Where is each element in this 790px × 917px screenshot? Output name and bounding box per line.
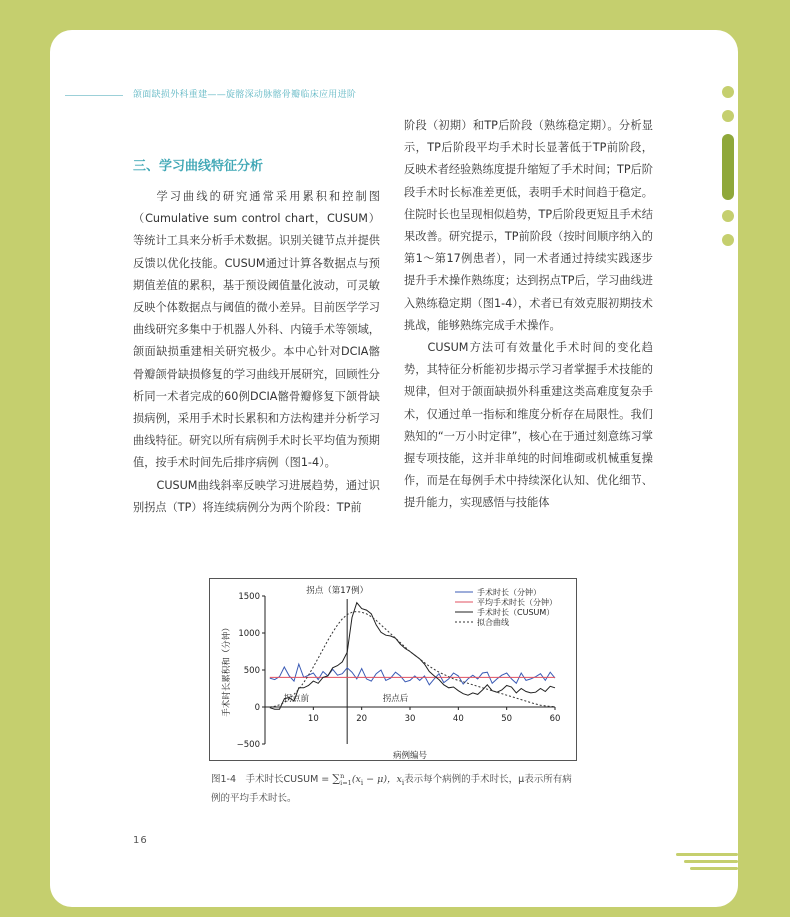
y-axis-label: 手术时长累积和（分钟） [222, 623, 232, 717]
legend-label: 手术时长（CUSUM） [477, 608, 555, 617]
formula-body: (x [351, 774, 361, 785]
right-column [404, 115, 653, 515]
decor-stripe [676, 853, 738, 856]
x-tick-label: 60 [549, 714, 561, 724]
formula [332, 771, 405, 787]
legend-label: 平均手术时长（分钟） [477, 598, 557, 607]
x-tick-label: 20 [356, 714, 368, 724]
decor-stripe [684, 860, 738, 863]
before-tp-label: 拐点前 [283, 694, 310, 704]
x-tick-label: 40 [452, 714, 464, 724]
legend-label: 拟合曲线 [477, 618, 509, 627]
series-line-2 [270, 603, 555, 710]
x-tick-label: 50 [501, 714, 513, 724]
cusum-chart [210, 579, 576, 760]
x-axis-label: 病例编号 [392, 751, 428, 760]
figure-frame [209, 578, 577, 761]
paragraph: 学习曲线的研究通常采用累积和控制图（Cumulative sum control chart，CUSUM）等统计工具来分析手术数据。识别关键节点并提供反馈以优化技能。CUSUM通过计算各数据点与预期值差值的累积，基于预设阈值量化波动，可灵敏反映个体数据点与阈值的微小差异。目前医学学习曲线研究多集中于机器人外科、内镜手术等领域，颌面缺损重建相关研究极少。本中心针对DCIA髂骨瓣颌骨缺损修复的学习曲线开展研究，回顾性分析同一术者完成的60例DCIA髂骨瓣修复下颌骨缺损病例，采用手术时长累积和方法构建并分析学习曲线特征。研究以所有病例手术时长平均值为预期值，按手术时间先后排序病例（图1-4）。 [133, 190, 380, 470]
sum-symbol: ∑ [332, 772, 341, 785]
caption-suffix: 表示每个病例的手术时长，μ表示所有病例的平均手术时长。 [211, 774, 572, 804]
turning-point-label: 拐点（第17例） [306, 586, 369, 596]
caption-prefix: 图1-4 手术时长CUSUM = [211, 774, 333, 785]
decor-dot [722, 86, 734, 98]
decor-dot [722, 110, 734, 122]
sum-upper: n [340, 771, 345, 780]
y-tick-label: 1500 [238, 592, 260, 602]
series-line-3 [270, 612, 555, 708]
page-number: 16 [133, 835, 148, 846]
y-tick-label: −500 [236, 740, 260, 750]
figure-caption [211, 771, 581, 807]
running-title: 颌面缺损外科重建——旋髂深动脉髂骨瓣临床应用进阶 [133, 90, 357, 100]
xi-sub: i [401, 778, 405, 787]
y-tick-label: 1000 [238, 629, 260, 639]
sum-lower: i=1 [340, 778, 352, 787]
decor-dot [722, 234, 734, 246]
header-rule [65, 95, 123, 96]
formula-sub: i [360, 778, 364, 787]
legend-label: 手术时长（分钟） [477, 588, 541, 597]
paragraph: CUSUM曲线斜率反映学习进展趋势，通过识别拐点（TP）将连续病例分为两个阶段：TP前 [133, 478, 380, 514]
left-column [133, 186, 380, 519]
paragraph: CUSUM方法可有效量化手术时间的变化趋势，其特征分析能初步揭示学习者掌握手术技能的规律，但对于颌面缺损外科重建这类高难度复杂手术，仅通过单一指标和维度分析存在局限性。我们熟知的“一万小时定律”，核心在于通过刻意练习掌握专项技能，这并非单纯的时间堆砌或机械重复操作，而是在每例手术中持续深化认知、优化细节、提升能力，实现感悟与技能体 [404, 341, 653, 510]
formula-body-2: − μ)， [363, 774, 397, 785]
y-tick-label: 0 [254, 703, 260, 713]
x-tick-label: 30 [404, 714, 416, 724]
paragraph: 阶段（初期）和TP后阶段（熟练稳定期）。分析显示，TP后阶段平均手术时长显著低于TP前阶段，反映术者经验熟练度提升缩短了手术时间；TP后阶段手术时长标准差更低，表明手术时间趋于稳定。住院时长也呈现相似趋势，TP后阶段更短且手术结果改善。研究提示，TP前阶段（按时间顺序纳入的第1～第17例患者），同一术者通过持续实践逐步提升手术操作熟练度；达到拐点TP后，学习曲线进入熟练稳定期（图1-4），术者已有效克服初期技术挑战，能够熟练完成手术操作。 [404, 119, 653, 332]
section-title: 三、学习曲线特征分析 [133, 159, 264, 174]
xi-symbol: x [396, 774, 402, 785]
x-tick-label: 10 [307, 714, 319, 724]
chapter-tab [722, 134, 734, 200]
y-tick-label: 500 [243, 666, 260, 676]
decor-dot [722, 210, 734, 222]
decor-stripe [690, 867, 738, 870]
after-tp-label: 拐点后 [382, 694, 409, 704]
